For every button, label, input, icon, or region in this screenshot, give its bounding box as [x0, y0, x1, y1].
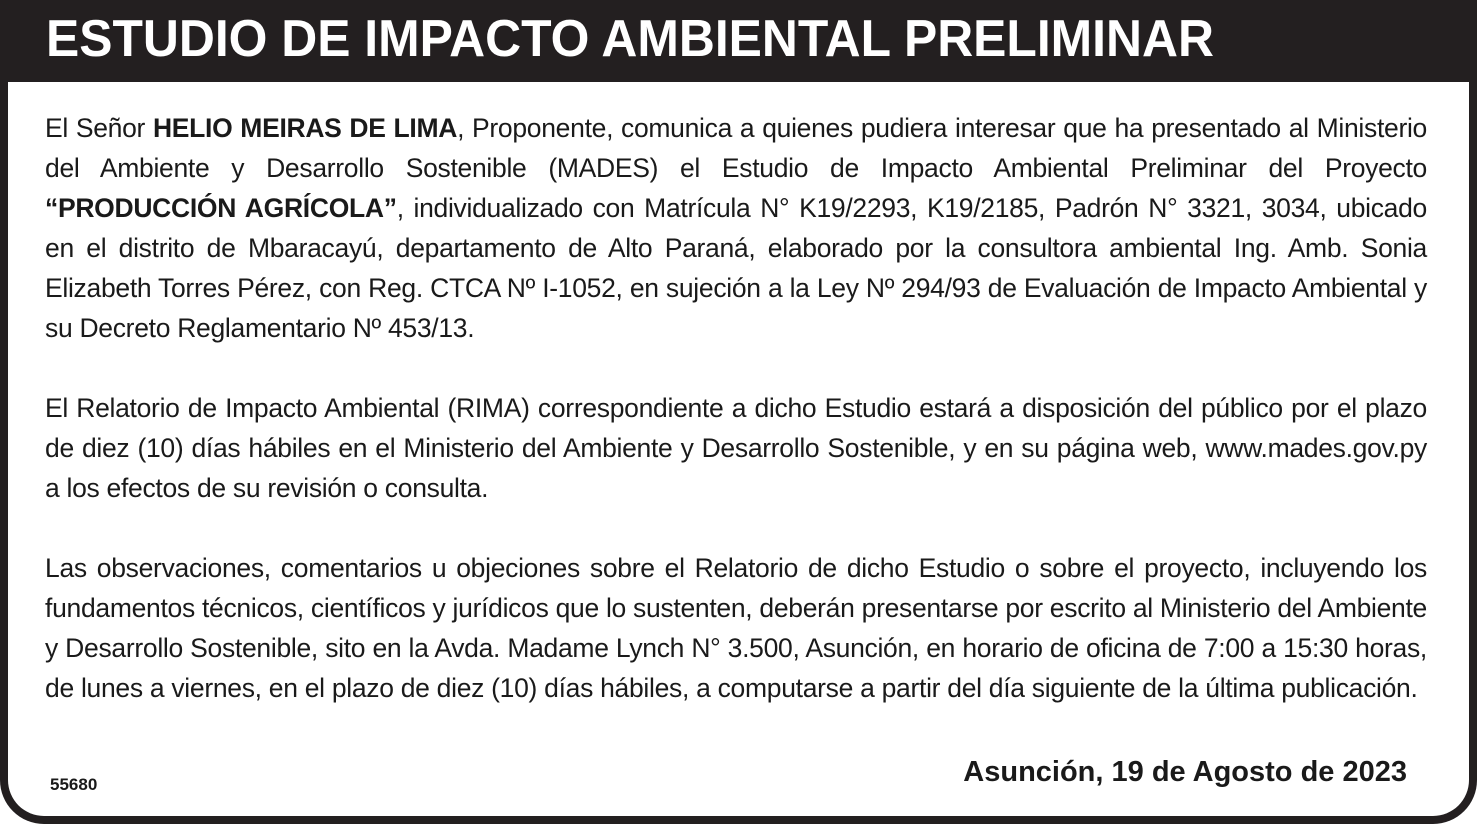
paragraph-text-a: , Proponente, comunica a quienes pudiera interesar que ha presentado al Ministerio del Ambiente y Desarrollo Sostenible (MADES) el Estudio de Impacto Ambiental Preliminar del Proyecto [45, 113, 1427, 183]
place-and-date: Asunción, 19 de Agosto de 2023 [963, 756, 1407, 788]
paragraph-text-b: , individualizado con Matrícula N° K19/2293, K19/2185, Padrón N° 3321, 3034, ubicado en el distrito de Mbaracayú, departamento de Alto Paraná, elaborado por la consultora ambiental Ing. Amb. Sonia Elizabeth Torres Pérez, con Reg. CTCA Nº I-1052, en sujeción a la Ley Nº 294/93 de Evaluación de Impacto Ambiental y su Decreto Reglamentario Nº 453/13. [45, 193, 1427, 343]
paragraph-intro: El Señor [45, 113, 153, 143]
title-banner [0, 0, 1477, 82]
paragraph-announcement [45, 108, 1427, 348]
notice-code: 55680 [50, 775, 98, 794]
notice-title: ESTUDIO DE IMPACTO AMBIENTAL PRELIMINAR [46, 10, 1214, 68]
project-name: “PRODUCCIÓN AGRÍCOLA” [45, 193, 397, 223]
paragraph-rima-availability: El Relatorio de Impacto Ambiental (RIMA) correspondiente a dicho Estudio estará a disposición del público por el plazo de diez (10) días hábiles en el Ministerio del Ambiente y Desarrollo Sostenible, y en su página web, www.mades.gov.py a los efectos de su revisión o consulta. [45, 393, 1427, 503]
proponent-name: HELIO MEIRAS DE LIMA [152, 113, 458, 143]
notice-body [45, 108, 1427, 708]
paragraph-observations: Las observaciones, comentarios u objeciones sobre el Relatorio de dicho Estudio o sobre el proyecto, incluyendo los fundamentos técnicos, científicos y jurídicos que lo sustenten, deberán presentarse por escrito al Ministerio del Ambiente y Desarrollo Sostenible, sito en la Avda. Madame Lynch N° 3.500, Asunción, en horario de oficina de 7:00 a 15:30 horas, de lunes a viernes, en el plazo de diez (10) días hábiles, a computarse a partir del día siguiente de la última publicación. [45, 553, 1427, 703]
